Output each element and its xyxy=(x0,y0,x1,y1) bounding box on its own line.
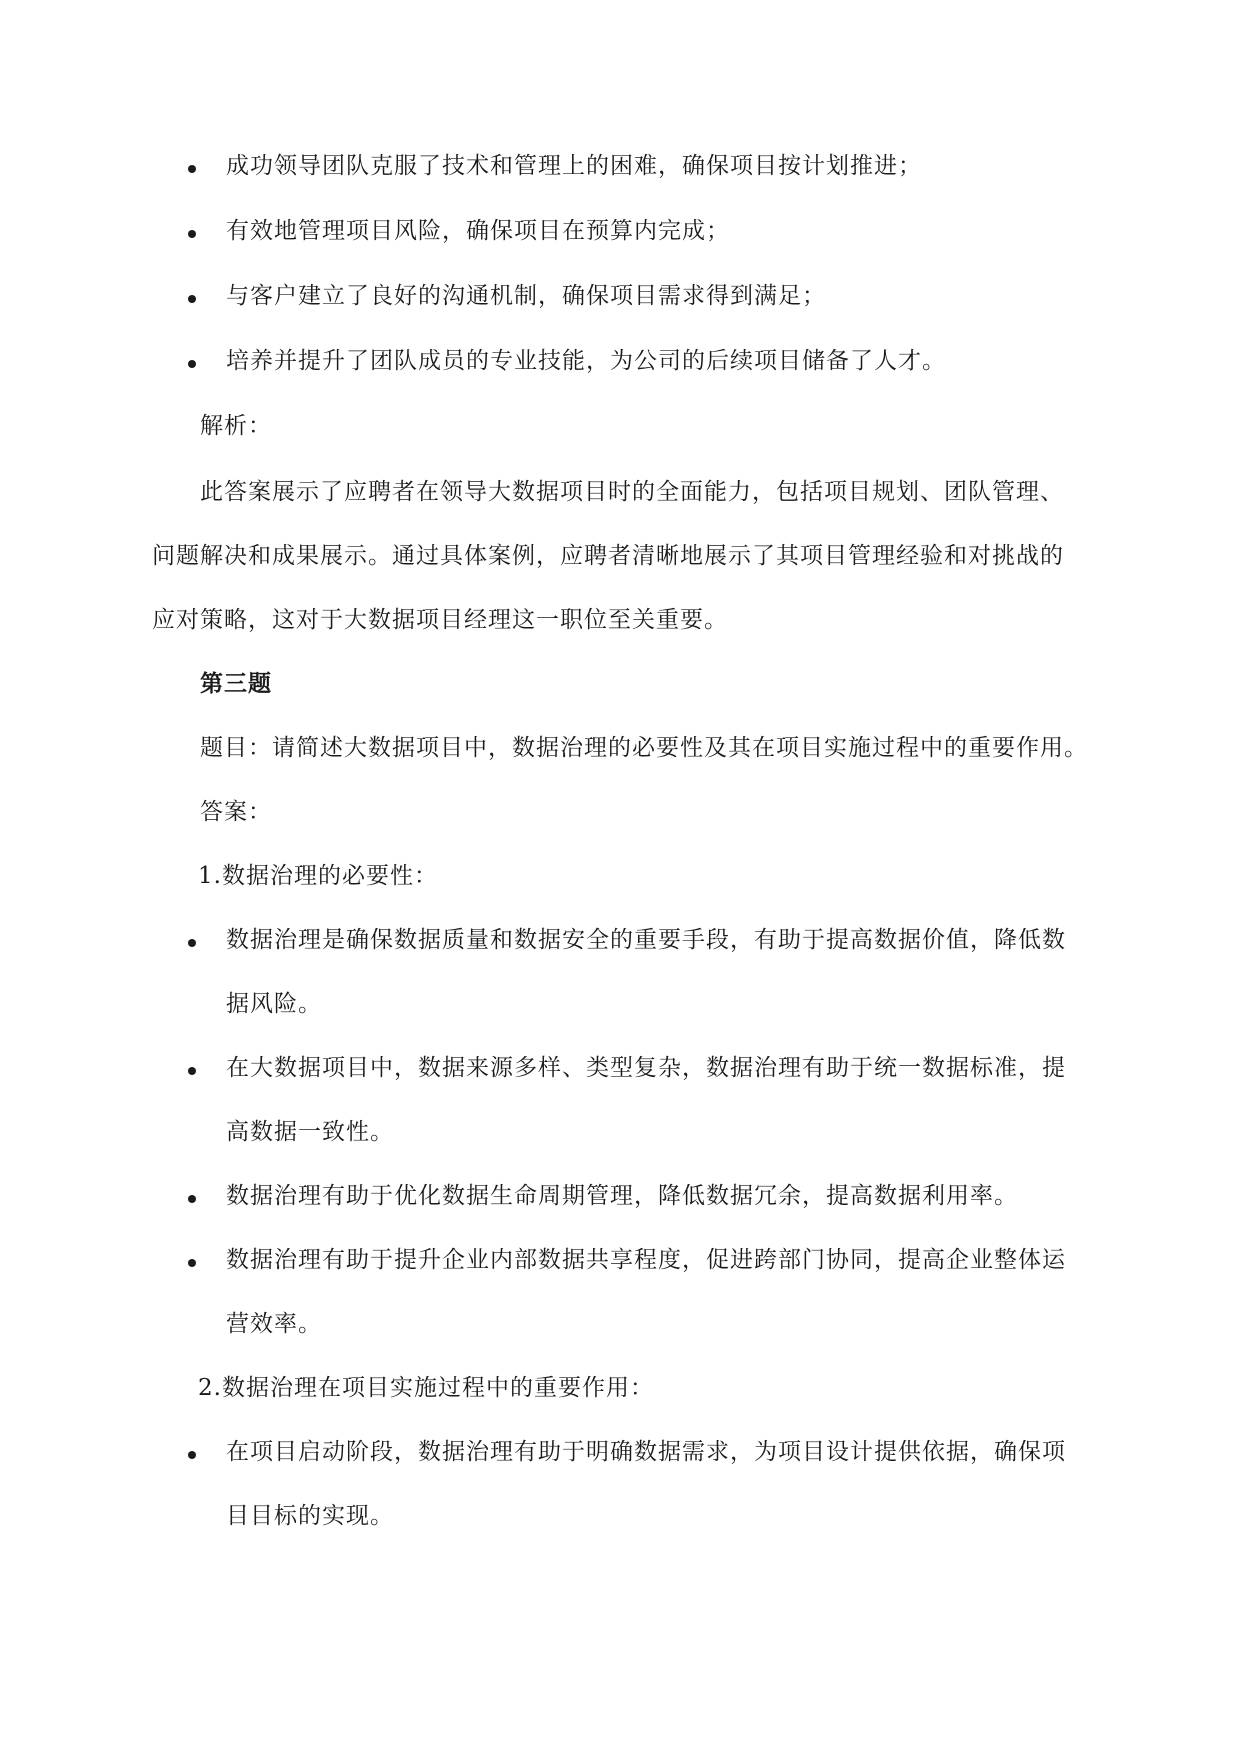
subsection-title: 1.数据治理的必要性： xyxy=(198,863,438,889)
list-item: 在大数据项目中，数据来源多样、类型复杂，数据治理有助于统一数据标准，提 xyxy=(226,1055,1066,1081)
list-item: 与客户建立了良好的沟通机制，确保项目需求得到满足； xyxy=(226,283,826,309)
bullet-dot xyxy=(188,1259,196,1267)
bullet-dot xyxy=(188,165,196,173)
list-item: 数据治理有助于提升企业内部数据共享程度，促进跨部门协同，提高企业整体运 xyxy=(226,1247,1066,1273)
list-item-continuation: 据风险。 xyxy=(226,991,322,1017)
bullet-dot xyxy=(188,295,196,303)
list-item: 成功领导团队克服了技术和管理上的困难，确保项目按计划推进； xyxy=(226,153,922,179)
list-item-continuation: 目目标的实现。 xyxy=(226,1503,394,1529)
list-item: 数据治理是确保数据质量和数据安全的重要手段，有助于提高数据价值，降低数 xyxy=(226,927,1066,953)
analysis-paragraph-line: 应对策略，这对于大数据项目经理这一职位至关重要。 xyxy=(152,607,728,633)
bullet-dot xyxy=(188,939,196,947)
list-item: 数据治理有助于优化数据生命周期管理，降低数据冗余，提高数据利用率。 xyxy=(226,1183,1018,1209)
bullet-dot xyxy=(188,1195,196,1203)
analysis-paragraph-line: 此答案展示了应聘者在领导大数据项目时的全面能力，包括项目规划、团队管理、 xyxy=(200,479,1064,505)
list-item: 培养并提升了团队成员的专业技能，为公司的后续项目储备了人才。 xyxy=(226,348,946,374)
bullet-dot xyxy=(188,1067,196,1075)
subsection-title: 2.数据治理在项目实施过程中的重要作用： xyxy=(198,1375,654,1401)
list-item: 在项目启动阶段，数据治理有助于明确数据需求，为项目设计提供依据，确保项 xyxy=(226,1439,1066,1465)
analysis-paragraph-line: 问题解决和成果展示。通过具体案例，应聘者清晰地展示了其项目管理经验和对挑战的 xyxy=(152,543,1064,569)
list-item-continuation: 高数据一致性。 xyxy=(226,1119,394,1145)
list-item: 有效地管理项目风险，确保项目在预算内完成； xyxy=(226,218,730,244)
bullet-dot xyxy=(188,230,196,238)
section-heading: 第三题 xyxy=(200,671,272,697)
bullet-dot xyxy=(188,360,196,368)
list-item-continuation: 营效率。 xyxy=(226,1311,322,1337)
analysis-label: 解析： xyxy=(200,413,272,439)
question-prompt: 题目：请简述大数据项目中，数据治理的必要性及其在项目实施过程中的重要作用。 xyxy=(200,735,1088,761)
answer-label: 答案： xyxy=(200,799,272,825)
bullet-dot xyxy=(188,1451,196,1459)
